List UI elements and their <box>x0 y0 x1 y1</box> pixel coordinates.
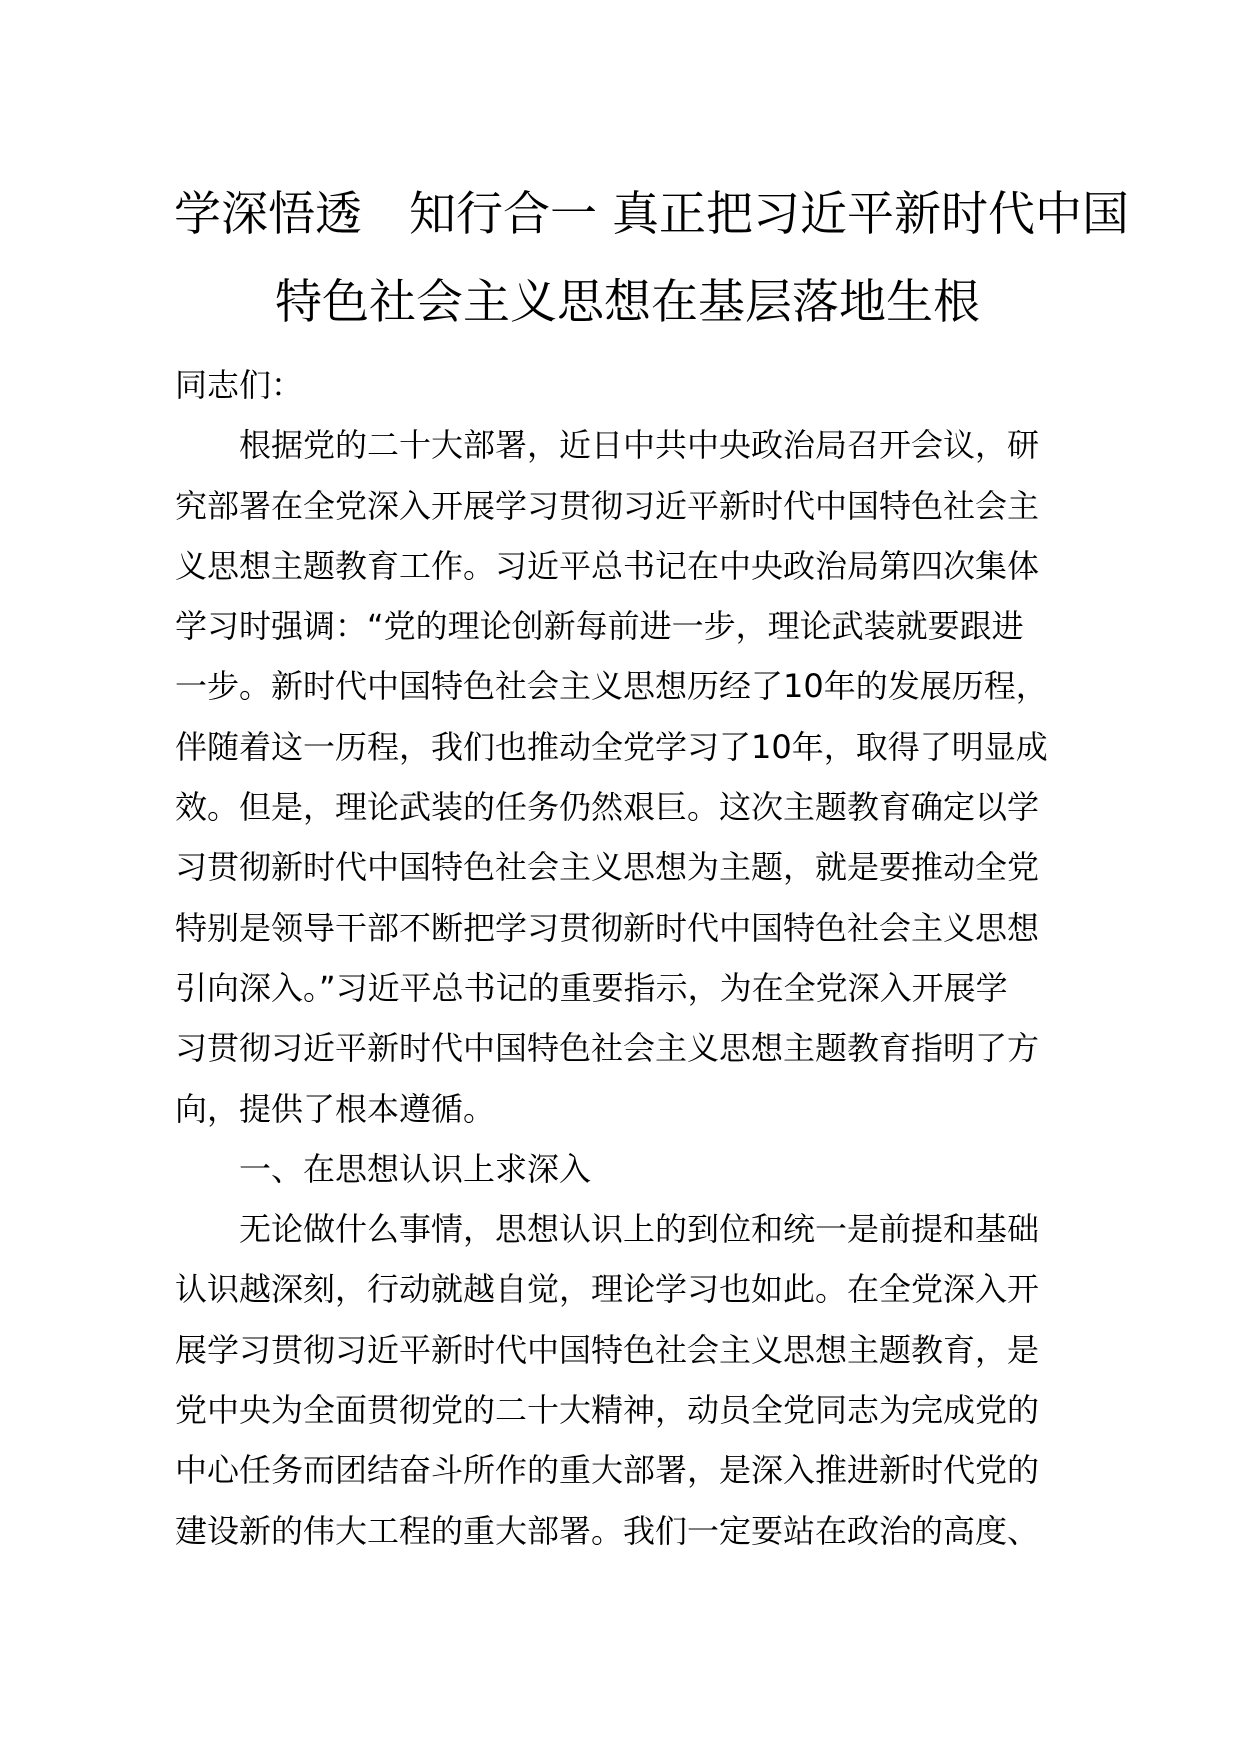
body-line: 认识越深刻，行动就越自觉，理论学习也如此。在全党深入开 <box>175 1270 1040 1309</box>
body-line: 伴随着这一历程，我们也推动全党学习了10年，取得了明显成 <box>175 727 1048 766</box>
body-line: 中心任务而团结奋斗所作的重大部署，是深入推进新时代党的 <box>175 1451 1040 1490</box>
document-body <box>175 355 1095 1561</box>
body-line: 特别是领导干部不断把学习贯彻新时代中国特色社会主义思想 <box>175 908 1040 947</box>
body-line: 习贯彻新时代中国特色社会主义思想为主题，就是要推动全党 <box>175 848 1040 887</box>
body-line: 学习时强调：“党的理论创新每前进一步，理论武装就要跟进 <box>175 607 1024 646</box>
body-line: 展学习贯彻习近平新时代中国特色社会主义思想主题教育，是 <box>175 1330 1040 1369</box>
document-title-line-1: 学深悟透 知行合一 真正把习近平新时代中国 <box>174 187 1129 242</box>
body-line: 习贯彻习近平新时代中国特色社会主义思想主题教育指明了方 <box>175 1029 1040 1068</box>
body-line: 引向深入。”习近平总书记的重要指示，为在全党深入开展学 <box>175 968 1008 1007</box>
document-title-line-2: 特色社会主义思想在基层落地生根 <box>275 275 980 330</box>
body-line: 党中央为全面贯彻党的二十大精神，动员全党同志为完成党的 <box>175 1391 1040 1430</box>
body-line: 义思想主题教育工作。习近平总书记在中央政治局第四次集体 <box>175 546 1040 585</box>
body-line: 一步。新时代中国特色社会主义思想历经了10年的发展历程， <box>175 667 1048 706</box>
body-line: 效。但是，理论武装的任务仍然艰巨。这次主题教育确定以学 <box>175 788 1040 827</box>
body-line: 无论做什么事情，思想认识上的到位和统一是前提和基础 <box>175 1210 1040 1249</box>
body-line: 建设新的伟大工程的重大部署。我们一定要站在政治的高度、 <box>175 1511 1040 1550</box>
section-heading: 一、在思想认识上求深入 <box>175 1149 592 1188</box>
body-line: 向，提供了根本遵循。 <box>175 1089 496 1128</box>
salutation: 同志们： <box>175 366 304 404</box>
body-line: 根据党的二十大部署，近日中共中央政治局召开会议，研 <box>175 426 1040 465</box>
body-line: 究部署在全党深入开展学习贯彻习近平新时代中国特色社会主 <box>175 486 1040 525</box>
